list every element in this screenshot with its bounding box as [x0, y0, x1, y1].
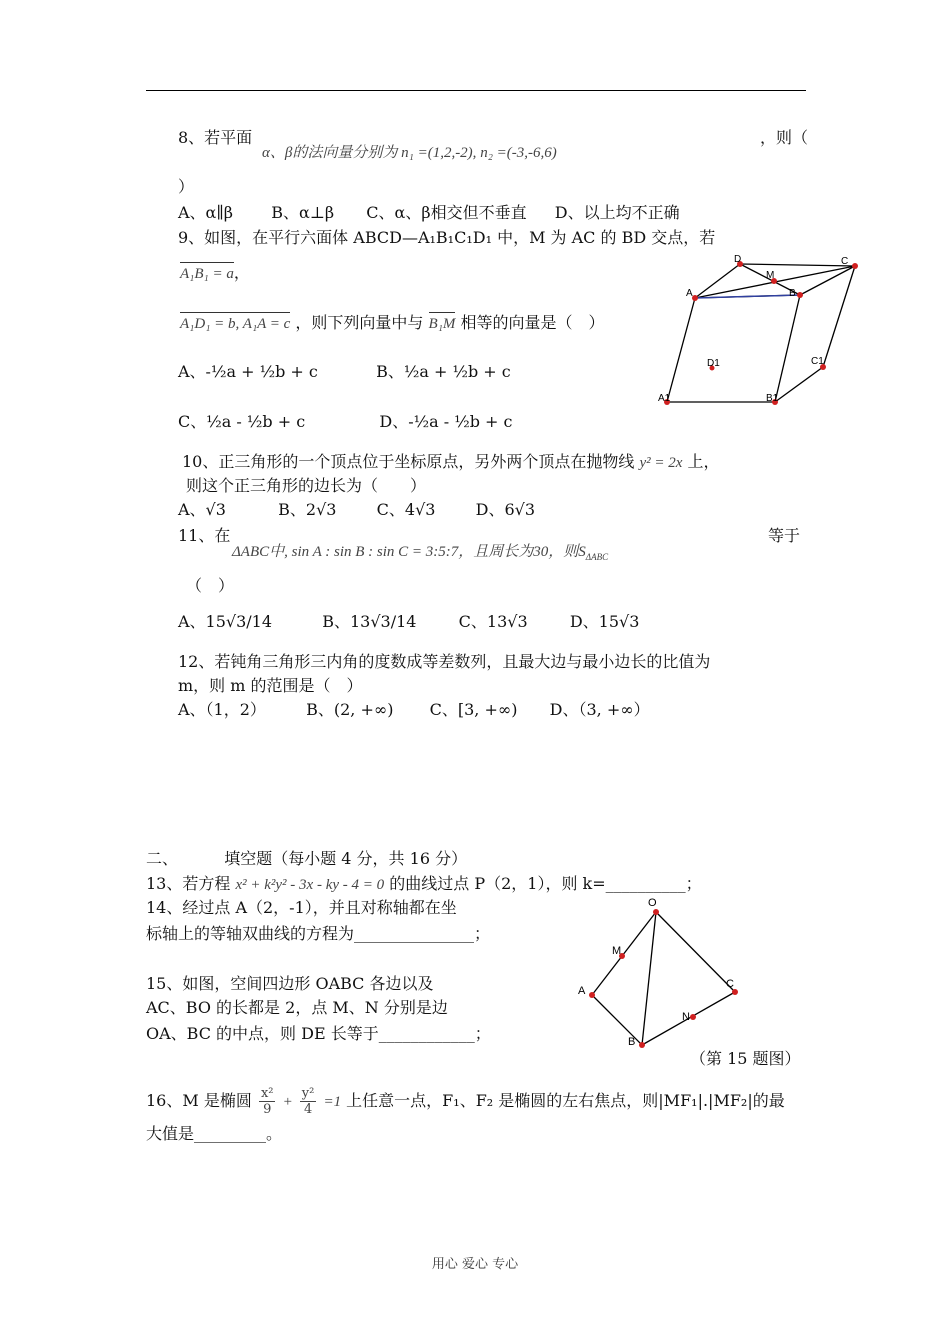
- tetrahedron-figure: [570, 890, 750, 1055]
- label-b1: B1: [766, 393, 779, 404]
- q11-option-b: B、13√3/14: [322, 612, 417, 631]
- q9-options-cd: [178, 412, 513, 432]
- q16-lead: 16、M 是椭圆: [146, 1091, 252, 1110]
- q9-option-a: A、-½a + ½b + c: [178, 362, 318, 381]
- q11-options: [178, 612, 639, 632]
- q8-tail: ，则（: [760, 128, 809, 147]
- q9-vec1-line: A₁B₁ = a，: [180, 263, 250, 282]
- q10-option-b: B、2√3: [278, 500, 337, 519]
- q11-tail: 等于: [768, 526, 801, 545]
- q10-line1a: 10、正三角形的一个顶点位于坐标原点，另外两个顶点在抛物线: [182, 452, 635, 471]
- q11-lead: 11、在: [178, 526, 231, 545]
- q11-option-c: C、13√3: [458, 612, 528, 631]
- q16-tail: 上任意一点，F₁、F₂ 是椭圆的左右焦点，则|MF₁|.|MF₂|的最: [346, 1091, 785, 1110]
- label-b: B: [789, 288, 796, 299]
- q15-line1: 15、如图，空间四边形 OABC 各边以及: [146, 974, 434, 993]
- label-c: C: [841, 256, 849, 267]
- q12-option-b: B、(2, +∞): [306, 700, 394, 719]
- q13-lead: 13、若方程: [146, 874, 231, 893]
- q8-option-b: B、α⊥β: [271, 203, 335, 222]
- q11-math: [232, 542, 608, 567]
- q10-line1b: 上，: [687, 452, 720, 471]
- header-rule: [146, 90, 806, 91]
- q15-line3: OA、BC 的中点，则 DE 长等于____________；: [146, 1024, 491, 1043]
- q14-line1: 14、经过点 A（2，-1），并且对称轴都在坐: [146, 898, 457, 917]
- q8-line1: [178, 128, 252, 148]
- q9-options-ab: [178, 362, 511, 382]
- q16-y-den: 4: [303, 1102, 313, 1117]
- q8-math: [262, 143, 557, 163]
- label-n15: N: [682, 1011, 690, 1023]
- q8-option-a: A、α∥β: [178, 203, 234, 222]
- q8-lead: 8、若平面: [178, 128, 253, 147]
- q10-eq: y² = 2x: [639, 455, 683, 471]
- q15-figure-caption: （第 15 题图）: [690, 1049, 801, 1068]
- label-d1: D1: [707, 358, 720, 369]
- q12-option-d: D、（3, +∞）: [549, 700, 650, 719]
- q12-options: [178, 700, 650, 720]
- q11-option-a: A、15√3/14: [178, 612, 273, 631]
- q8-n2: n₂ =(-3,-6,6): [480, 145, 557, 161]
- label-a: A: [686, 288, 693, 299]
- label-o: O: [648, 897, 657, 909]
- q9-option-c: C、½a - ½b + c: [178, 412, 306, 431]
- section2-title: 填空题（每小题 4 分，共 16 分）: [224, 849, 468, 868]
- q8-normal-text: α、β的法向量分别为: [262, 145, 398, 161]
- q8-option-d: D、以上均不正确: [554, 203, 680, 222]
- q9-target-vector: B₁M: [429, 312, 456, 334]
- q8-paren: ）: [178, 177, 195, 196]
- q9-vec2-line: [180, 312, 605, 334]
- q11-subscript: ΔABC: [585, 552, 609, 562]
- q8-option-c: C、α、β相交但不垂直: [366, 203, 527, 222]
- q9-end: 相等的向量是（ ）: [460, 313, 605, 332]
- q12-option-c: C、[3, +∞): [429, 700, 518, 719]
- q15-line2: AC、BO 的长都是 2，点 M、N 分别是边: [146, 998, 448, 1017]
- q13-tail: 的曲线过点 P（2，1），则 k=__________；: [389, 874, 702, 893]
- label-m: M: [766, 270, 775, 281]
- q10-option-c: C、4√3: [376, 500, 436, 519]
- q9-mid: ，则下列向量中与: [295, 313, 424, 332]
- label-b15: B: [628, 1036, 636, 1048]
- q11-option-d: D、15√3: [569, 612, 640, 631]
- q16-frac-x: [259, 1086, 276, 1117]
- q10-options: [178, 500, 535, 520]
- q10-option-d: D、6√3: [475, 500, 536, 519]
- q16-x-num: x²: [260, 1086, 274, 1101]
- page-footer: 用心 爱心 专心: [431, 1257, 519, 1272]
- q16-rhs: =1: [323, 1094, 342, 1110]
- q12-line2: m，则 m 的范围是（ ）: [178, 676, 363, 695]
- q10-option-a: A、√3: [178, 500, 226, 519]
- q11-expression: ΔABC中, sin A : sin B : sin C = 3:5:7，且周长为30，则S: [232, 544, 586, 560]
- section2-number: 二、: [146, 849, 179, 868]
- label-a15: A: [578, 985, 586, 997]
- q10-line2: 则这个正三角形的边长为（ ）: [186, 476, 427, 495]
- label-m15: M: [612, 945, 622, 957]
- q13-eq: x² + k²y² - 3x - ky - 4 = 0: [235, 877, 385, 893]
- q9-option-d: D、-½a - ½b + c: [379, 412, 513, 431]
- q9-vec2: A₁D₁ = b, A₁A = c: [180, 312, 290, 334]
- label-c1: C1: [811, 356, 824, 367]
- section2-heading: [146, 849, 467, 869]
- label-a1: A1: [658, 393, 671, 404]
- parallelepiped-figure: [650, 250, 870, 420]
- q9-stem: 9、如图，在平行六面体 ABCD—A₁B₁C₁D₁ 中，M 为 AC 的 BD 交点，若: [178, 228, 716, 247]
- q16-line2: 大值是_________。: [146, 1124, 283, 1143]
- q8-options: [178, 203, 680, 223]
- q10-line1: [182, 452, 720, 473]
- q16-frac-y: [300, 1086, 317, 1117]
- q12-line1: 12、若钝角三角形三内角的度数成等差数列，且最大边与最小边长的比值为: [178, 652, 711, 671]
- label-d: D: [734, 254, 742, 265]
- q16-x-den: 9: [263, 1102, 272, 1117]
- q16-line1: 16、M 是椭圆 $\frac{\text{x²}}{9}$ + $\frac{\text{y²}}{4}$ =1 上任意一点，F₁、F₂ 是椭圆的左右焦点，则|MF₁|.|MF₂|的最: [146, 1086, 785, 1117]
- q14-line2: 标轴上的等轴双曲线的方程为_______________；: [146, 924, 491, 943]
- q11-paren: （ ）: [186, 576, 235, 595]
- q16-y-num: y²: [301, 1086, 315, 1101]
- q12-option-a: A、（1，2）: [178, 700, 266, 719]
- label-c15: C: [726, 978, 734, 990]
- q9-vec1: A₁B₁ = a: [180, 262, 234, 284]
- q8-n1: n₁ =(1,2,-2),: [401, 145, 477, 161]
- q9-option-b: B、½a + ½b + c: [376, 362, 511, 381]
